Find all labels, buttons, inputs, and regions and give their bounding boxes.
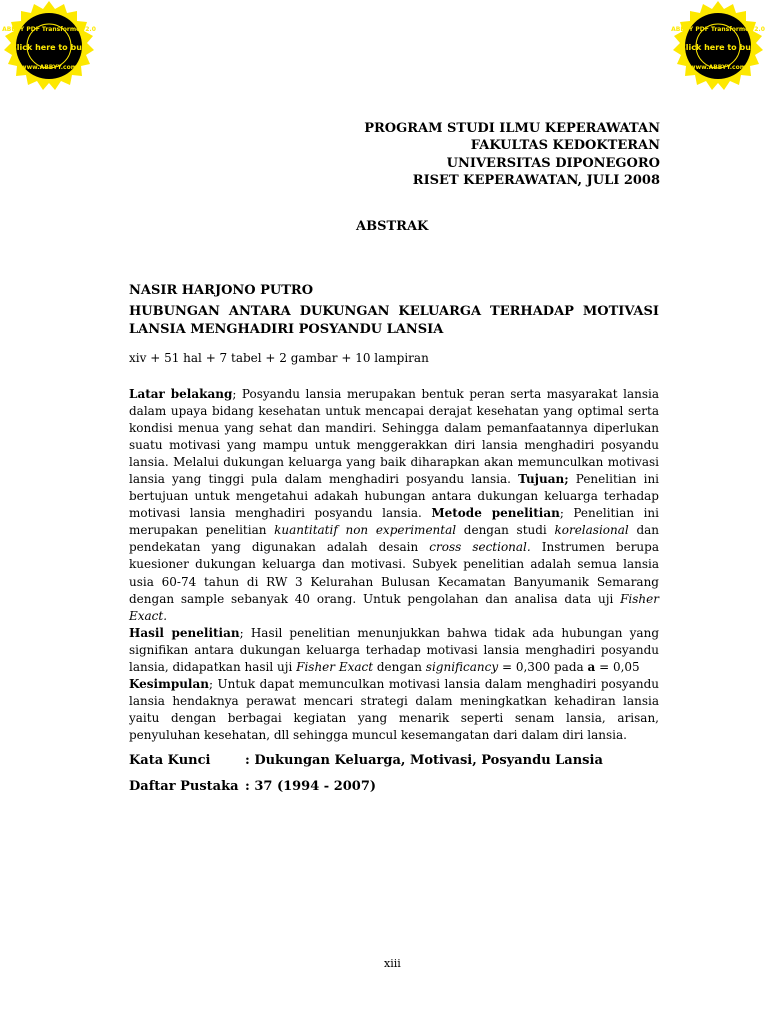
keywords-value: : Dukungan Keluarga, Motivasi, Posyandu Lansia [245,753,603,768]
conclusion-label: Kesimpulan [129,676,209,691]
alpha-symbol: a [587,659,596,674]
method-text: dengan studi [456,523,555,538]
method-label: Metode penelitian [431,506,560,521]
thesis-title-line1: HUBUNGAN ANTARA DUKUNGAN KELUARGA TERHADAP MOTIVASI [129,304,659,319]
method-text: dan pendekatan yang digunakan adalah desain [129,523,660,555]
method-italic: korelasional [554,523,629,538]
result-label: Hasil penelitian [129,625,240,640]
method-text: ; Penelitian ini merupakan penelitian [129,506,659,538]
result-italic: Fisher Exact [296,659,374,674]
keywords-row [129,753,603,768]
page-count-summary: xiv + 51 hal + 7 tabel + 2 gambar + 10 lampiran [129,351,429,365]
header-program: PROGRAM STUDI ILMU KEPERAWATAN [364,121,660,136]
seal-brand-text: ABBYY PDF Transformer 2.0 [2,26,96,33]
abbyy-watermark-seal-right[interactable] [671,0,765,94]
author-name: NASIR HARJONO PUTRO [129,283,314,298]
method-text: Instrumen berupa kuesioner dukungan keluarga dan motivasi. Subyek penelitian adalah semua lansia usia 60-74 tahun di RW 3 Kelurahan Bulusan Kecamatan Banyumanik Semarang dengan sample sebanyak 40 orang. Untuk pengolahan dan analisa data uji [129,540,659,606]
goal-label: Tujuan; [518,472,569,487]
method-italic: kuantitatif non experimental [274,523,457,538]
institution-header [300,120,660,189]
thesis-title-line2: LANSIA MENGHADIRI POSYANDU LANSIA [129,322,444,337]
header-faculty: FAKULTAS KEDOKTERAN [470,138,660,154]
seal-buy-text: Click here to buy [10,43,88,52]
references-row [129,779,376,794]
references-value: : 37 (1994 - 2007) [245,779,377,794]
background-label: Latar belakang [129,387,233,401]
result-italic: significancy [425,659,499,674]
seal-brand-text: ABBYY PDF Transformer 2.0 [671,26,765,33]
method-italic: cross sectional. [429,540,531,555]
header-university: UNIVERSITAS DIPONEGORO [446,155,660,171]
keywords-label: Kata Kunci [129,753,211,768]
abstract-heading: ABSTRAK [356,219,429,234]
conclusion-text: ; Untuk dapat memunculkan motivasi lansia dalam menghadiri posyandu lansia hendaknya perawat mencari strategi dalam meningkatkan kehadiran lansia yaitu dengan berbagai kegiatan yang menarik seperti senam lansia, arisan, penyuluhan kesehatan, dll sehingga muncul kesemangatan dari dalam diri lansia. [129,676,659,742]
result-text: = 0,300 pada [498,659,588,674]
seal-url-text: www.ABBYY.com [690,64,746,71]
goal-text: Penelitian ini bertujuan untuk mengetahui adakah hubungan antara dukungan keluarga terhadap motivasi lansia menghadiri posyandu lansia. [129,472,660,521]
result-text: = 0,05 [595,659,640,674]
abstract-body [129,386,659,744]
seal-url-text: www.ABBYY.com [21,64,77,71]
abbyy-watermark-seal-left[interactable] [2,0,96,94]
background-text: ; Posyandu lansia merupakan bentuk peran serta masyarakat lansia dalam upaya bidang kesehatan untuk mencapai derajat kesehatan yang optimal serta kondisi menua yang sehat dan mandiri. Sehingga dalam pemanfaatannya diperlukan suatu motivasi yang mampu untuk menggerakkan diri lansia menghadiri posyandu lansia. Melalui dukungan keluarga yang baik diharapkan akan memunculkan motivasi lansia yang tinggi pula dalam menghadiri posyandu lansia. [129,387,659,487]
header-research-date: RISET KEPERAWATAN, JULI 2008 [412,172,660,188]
result-text: dengan [373,659,426,674]
thesis-title [129,303,659,339]
method-italic: Fisher Exact. [129,591,659,623]
page-number: xiii [384,957,401,970]
seal-buy-text: Click here to buy [679,43,757,52]
result-text: ; Hasil penelitian menunjukkan bahwa tidak ada hubungan yang signifikan antara dukungan keluarga terhadap motivasi lansia menghadiri posyandu lansia, didapatkan hasil uji [129,625,659,674]
references-label: Daftar Pustaka [129,779,239,794]
